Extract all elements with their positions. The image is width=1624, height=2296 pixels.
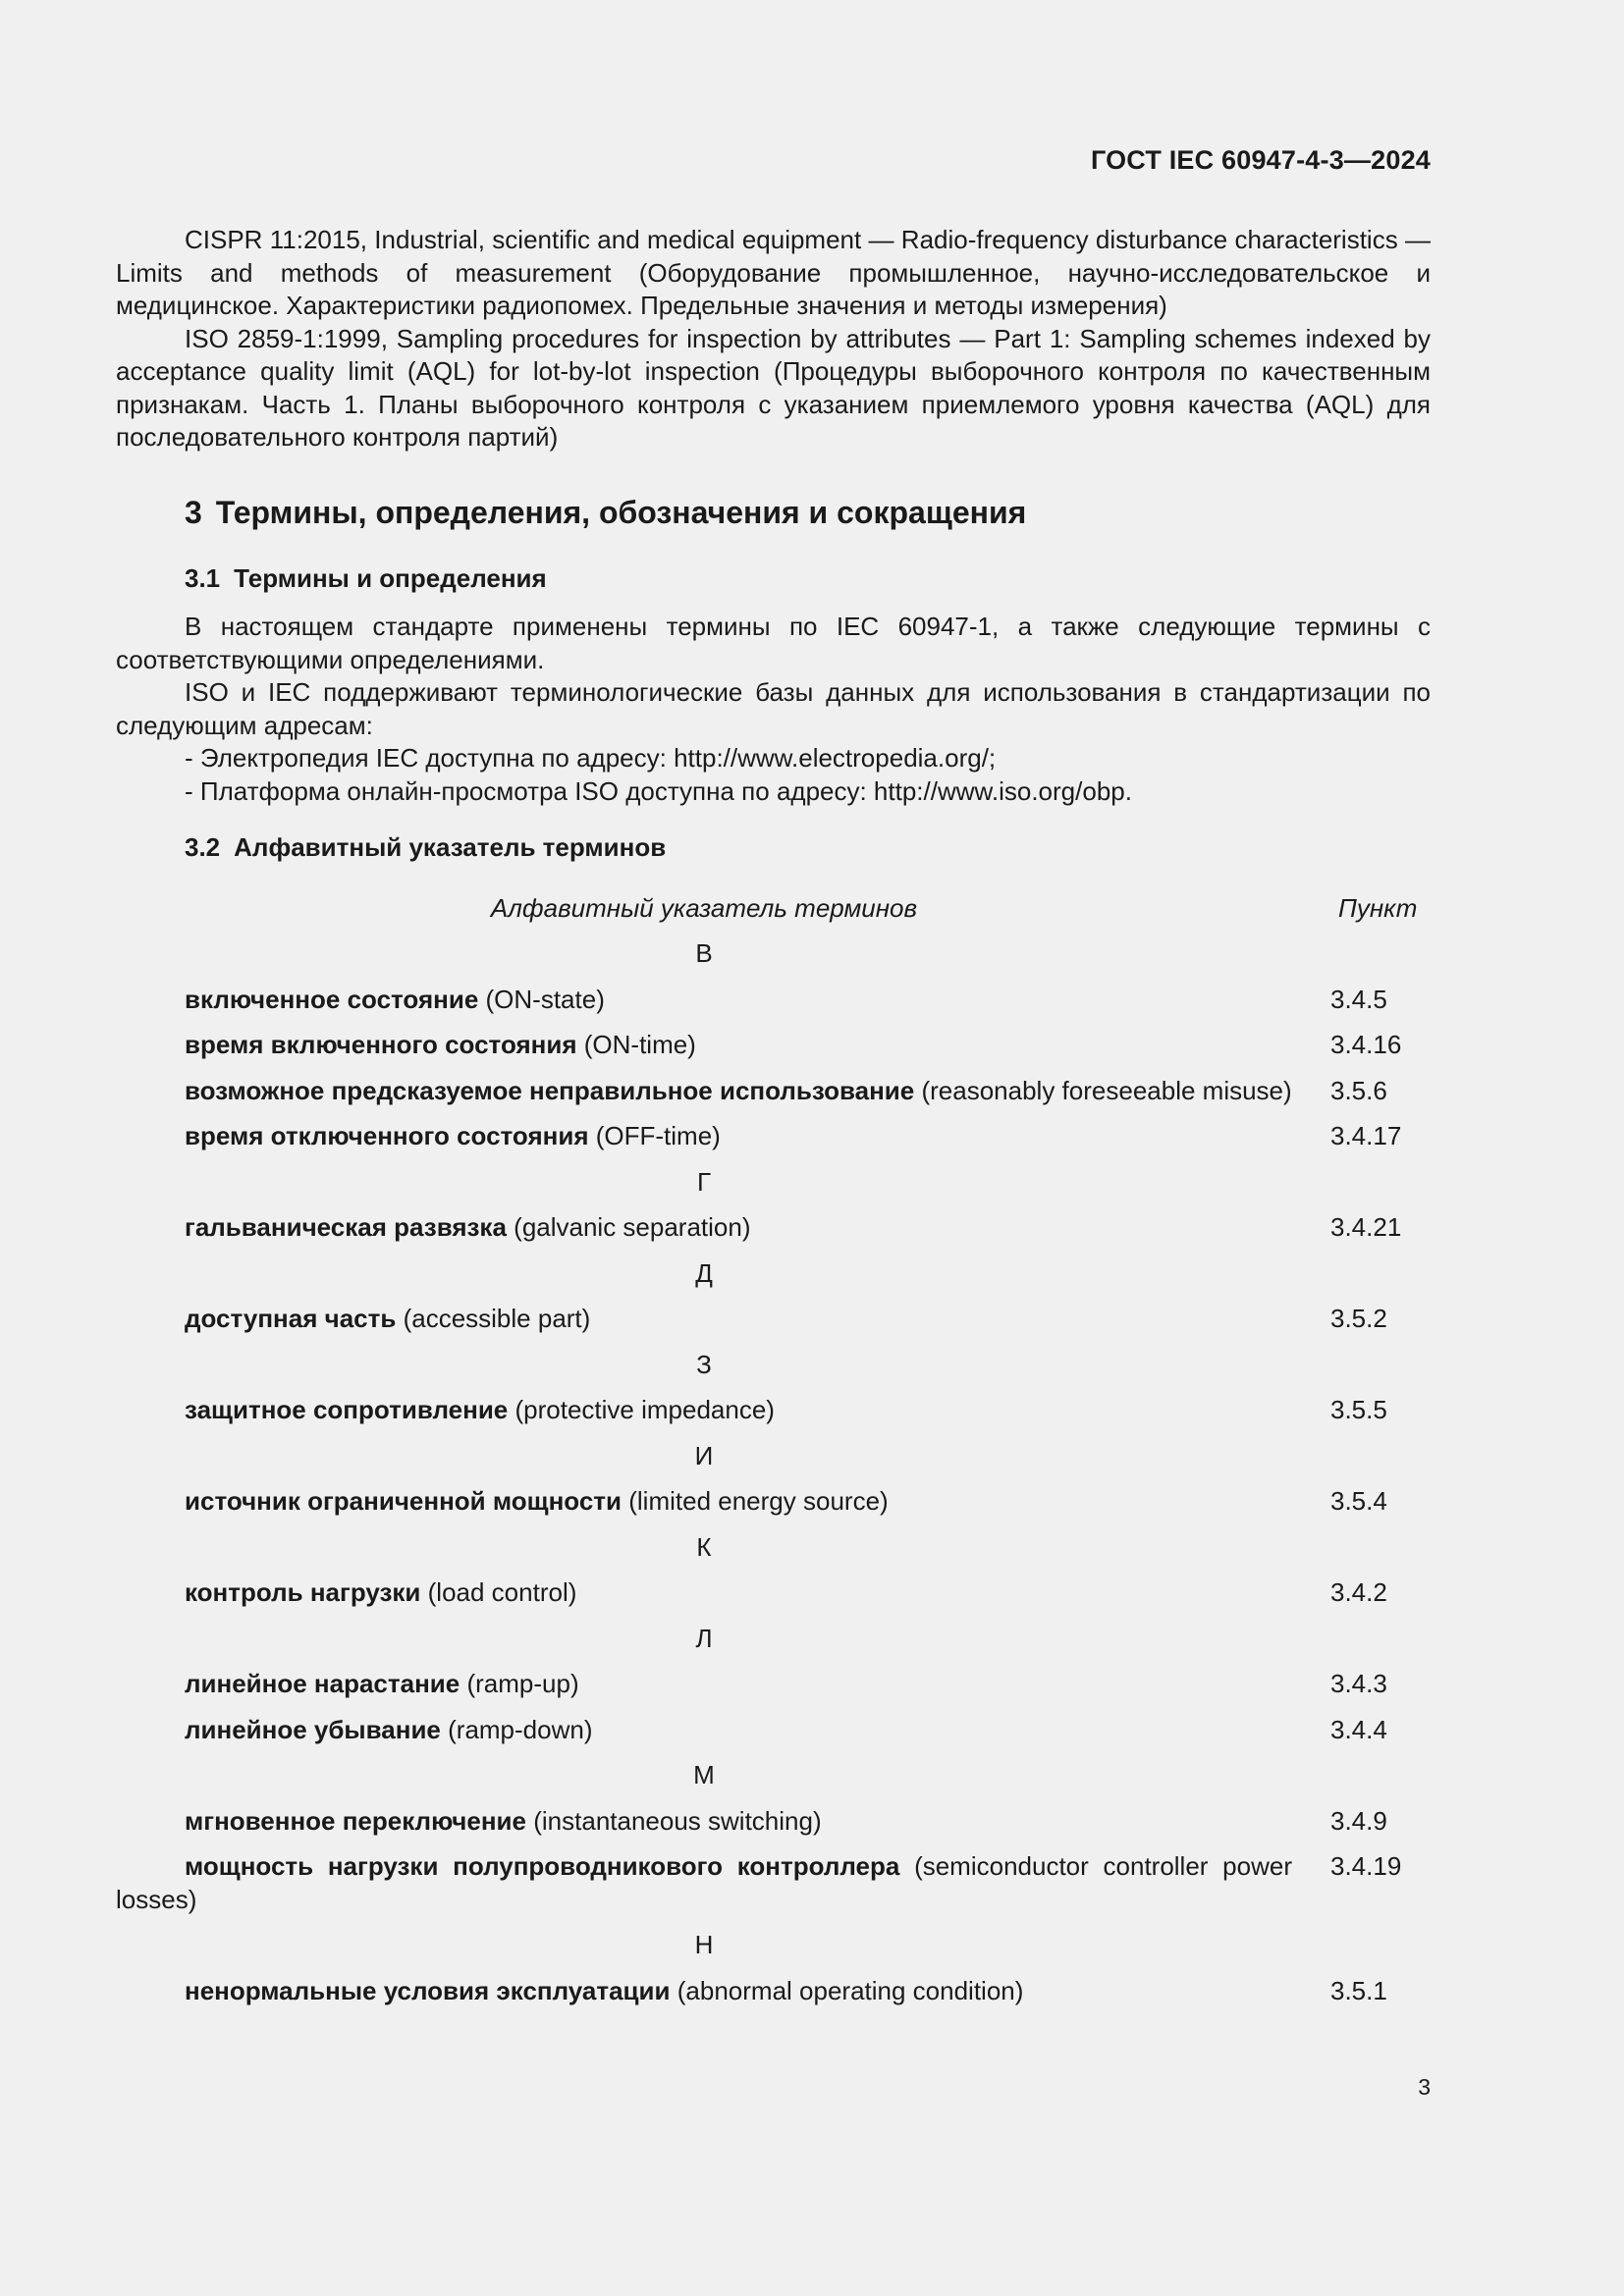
index-term-ref: 3.4.17: [1330, 1121, 1402, 1150]
index-entry: [116, 1975, 1431, 2008]
index-term-ref: 3.5.4: [1330, 1486, 1387, 1516]
section-3-title: Термины, определения, обозначения и сокращения: [215, 495, 1027, 530]
index-term-ru: время отключенного состояния: [185, 1121, 589, 1150]
index-term-ru: источник ограниченной мощности: [185, 1486, 623, 1516]
index-term-en: (limited energy source): [628, 1486, 889, 1516]
index-letter: И: [694, 1440, 714, 1470]
index-letter: Д: [695, 1257, 713, 1288]
index-entry: [116, 1303, 1431, 1336]
index-entry: [116, 1075, 1431, 1108]
index-entry-text: [116, 1576, 1292, 1610]
index-entry: [116, 1850, 1431, 1916]
section-3-number: 3: [185, 495, 202, 530]
document-page: [116, 0, 1431, 2296]
index-term-en: (ON-state): [485, 984, 605, 1014]
page-number: 3: [1418, 2074, 1431, 2100]
normative-references: [116, 224, 1431, 454]
index-letter: К: [696, 1531, 712, 1562]
index-entry-text: [116, 1805, 1292, 1839]
index-term-ref: 3.5.2: [1330, 1304, 1387, 1333]
section-3-2-heading: [185, 832, 666, 863]
index-letter: З: [696, 1349, 712, 1379]
index-term-en: (abnormal operating condition): [677, 1975, 1024, 2005]
index-entry-text: [116, 1303, 1292, 1336]
index-term-ref: 3.5.5: [1330, 1395, 1387, 1424]
index-term-ru: возможное предсказуемое неправильное использование: [185, 1075, 915, 1105]
index-term-ref: 3.4.5: [1330, 984, 1387, 1014]
index-term-ru: гальваническая развязка: [185, 1212, 507, 1242]
section-3-1-number: 3.1: [185, 563, 221, 593]
section-3-2-number: 3.2: [185, 832, 221, 862]
index-entry: [116, 1394, 1431, 1427]
index-column-title: Алфавитный указатель терминов: [490, 893, 918, 923]
index-entry: [116, 984, 1431, 1017]
index-letter: В: [695, 938, 713, 968]
index-term-ref: 3.5.1: [1330, 1975, 1387, 2005]
index-term-en: (ramp-down): [448, 1714, 593, 1744]
index-term-ru: включенное состояние: [185, 984, 479, 1014]
index-term-ru: защитное сопротивление: [185, 1395, 509, 1424]
term-index: [116, 937, 1431, 2020]
index-entry: [116, 1485, 1431, 1519]
index-term-ru: ненормальные условия эксплуатации: [185, 1975, 671, 2005]
index-term-ru: доступная часть: [185, 1304, 397, 1333]
index-term-en: (ON-time): [583, 1030, 696, 1059]
index-entry: [116, 1714, 1431, 1747]
index-letter: Н: [694, 1930, 714, 1959]
index-letter: Л: [695, 1623, 713, 1653]
index-term-ref: 3.4.21: [1330, 1212, 1402, 1242]
index-term-ru: мощность нагрузки полупроводникового контроллера: [185, 1851, 900, 1881]
index-term-ref: 3.4.16: [1330, 1030, 1402, 1059]
intro-paragraph: В настоящем стандарте применены термины по IEC 60947-1, а также следующие термины с соответствующими определениями.: [116, 612, 1431, 674]
index-term-ru: линейное убывание: [185, 1714, 441, 1744]
reference-iso: ISO 2859-1:1999, Sampling procedures for inspection by attributes — Part 1: Sampling schemes indexed by acceptance quality limit (AQL) for lot-by-lot inspection (Процедуры выборочного контроля по качественным признакам. Часть 1. Планы выборочного контроля с указанием приемлемого уровня качества (AQL) для последовательного контроля партий): [116, 323, 1431, 452]
index-term-en: (load control): [427, 1577, 577, 1607]
index-entry-text: [116, 1485, 1292, 1519]
index-term-ref: 3.4.19: [1330, 1851, 1402, 1881]
index-entry-text: [116, 984, 1292, 1017]
index-entry-text: [116, 1394, 1292, 1427]
index-term-ru: время включенного состояния: [185, 1030, 577, 1059]
index-term-ref: 3.4.4: [1330, 1714, 1387, 1744]
index-entry-text: [116, 1668, 1292, 1701]
index-entry-text: [116, 1850, 1292, 1916]
index-term-ref: 3.5.6: [1330, 1075, 1387, 1105]
index-entry: [116, 1576, 1431, 1610]
document-code-header: ГОСТ IEC 60947-4-3—2024: [1090, 145, 1431, 175]
index-letter: Г: [696, 1166, 712, 1197]
section-3-heading: [185, 495, 1026, 531]
index-entry: [116, 1668, 1431, 1701]
index-entry: [116, 1029, 1431, 1062]
index-term-ru: линейное нарастание: [185, 1669, 460, 1698]
index-column-ref: Пункт: [1338, 893, 1418, 923]
section-3-2-title: Алфавитный указатель терминов: [234, 832, 667, 862]
index-entry: [116, 1120, 1431, 1153]
index-entry-text: [116, 1211, 1292, 1245]
intro-paragraph: ISO и IEC поддерживают терминологические базы данных для использования в стандартизации по следующим адресам:: [116, 677, 1431, 740]
reference-cispr: CISPR 11:2015, Industrial, scientific and medical equipment — Radio-frequency disturbance characteristics — Limits and methods of measurement (Оборудование промышленное, научно-исследовательское и медицинское. Характеристики радиопомех. Предельные значения и методы измерения): [116, 225, 1431, 320]
index-term-ref: 3.4.2: [1330, 1577, 1387, 1607]
index-entry-text: [116, 1714, 1292, 1747]
index-term-ru: мгновенное переключение: [185, 1805, 526, 1836]
index-letter: М: [693, 1760, 715, 1789]
index-term-ref: 3.4.9: [1330, 1805, 1387, 1836]
index-entry: [116, 1211, 1431, 1245]
index-term-en: (instantaneous switching): [533, 1805, 822, 1836]
electropedia-link-line: - Электропедия IEC доступна по адресу: http://www.electropedia.org/;: [185, 743, 997, 773]
index-term-en: (reasonably foreseeable misuse): [921, 1075, 1292, 1105]
section-3-1-title: Термины и определения: [234, 563, 547, 593]
index-entry-text: [116, 1029, 1292, 1062]
index-term-en: (semiconductor controller power losses): [116, 1851, 1292, 1914]
index-entry-text: [116, 1075, 1292, 1108]
index-term-ref: 3.4.3: [1330, 1669, 1387, 1698]
iso-obp-link-line: - Платформа онлайн-просмотра ISO доступна по адресу: http://www.iso.org/obp.: [185, 775, 1132, 806]
index-term-ru: контроль нагрузки: [185, 1577, 421, 1607]
index-entry-text: [116, 1975, 1292, 2008]
section-3-1-heading: [185, 563, 547, 594]
index-term-en: (protective impedance): [514, 1395, 775, 1424]
index-entry-text: [116, 1120, 1292, 1153]
index-term-en: (accessible part): [403, 1304, 591, 1333]
index-entry: [116, 1805, 1431, 1839]
index-term-en: (ramp-up): [466, 1669, 579, 1698]
index-term-en: (galvanic separation): [514, 1212, 751, 1242]
section-3-1-body: [116, 611, 1431, 808]
index-term-en: (OFF-time): [595, 1121, 721, 1150]
